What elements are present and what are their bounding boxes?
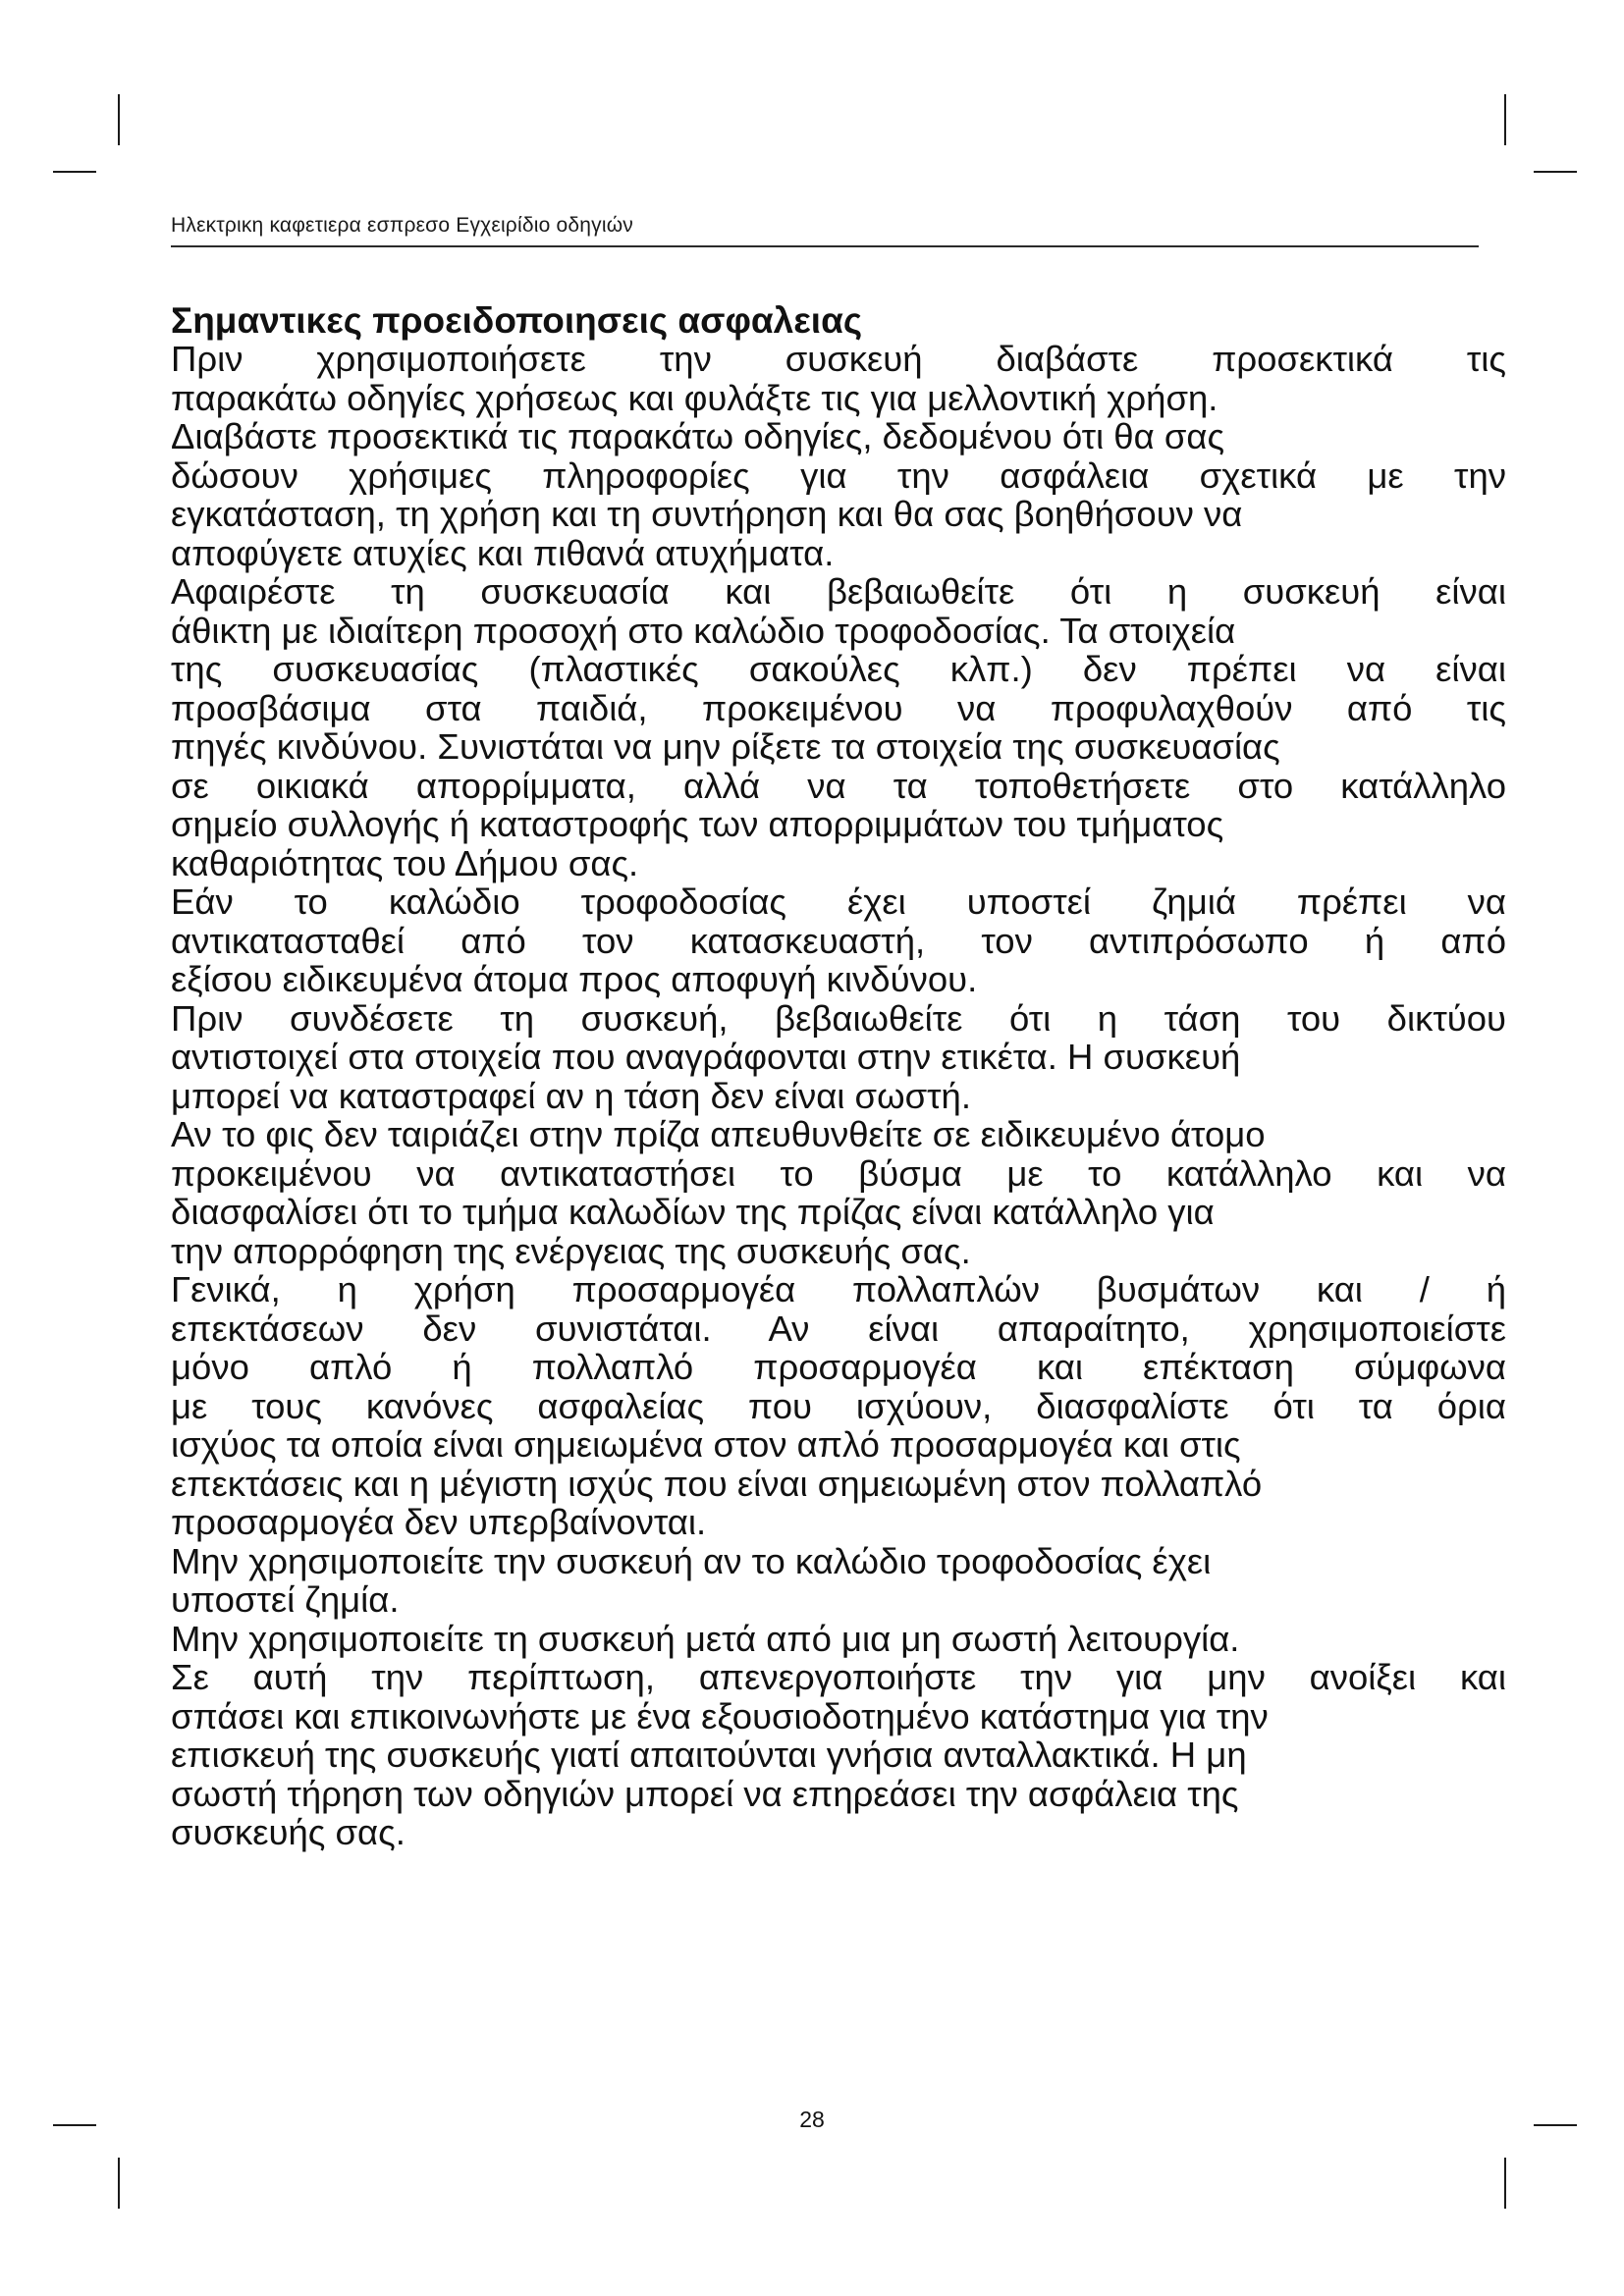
body-line: διασφαλίσει ότι το τμήμα καλωδίων της πρίζας είναι κατάλληλο για <box>171 1192 1215 1232</box>
body-line: Διαβάστε προσεκτικά τις παρακάτω οδηγίες, δεδομένου ότι θα σας <box>171 416 1225 456</box>
body-line: άθικτη με ιδιαίτερη προσοχή στο καλώδιο τροφοδοσίας. Τα στοιχεία <box>171 610 1236 651</box>
body-line: καθαριότητας του Δήμου σας. <box>171 842 639 883</box>
body-line: επισκευή της συσκευής γιατί απαιτούνται γνήσια ανταλλακτικά. Η μη <box>171 1735 1247 1775</box>
body-line: προσβάσιμα στα παιδιά, προκειμένου να προφυλαχθούν από τις <box>171 688 1506 727</box>
body-line: εξίσου ειδικευμένα άτομα προς αποφυγή κινδύνου. <box>171 959 978 999</box>
body-line: δώσουν χρήσιμες πληροφορίες για την ασφάλεια σχετικά με την <box>171 455 1506 495</box>
body-line: παρακάτω οδηγίες χρήσεως και φυλάξτε τις για μελλοντική χρήση. <box>171 377 1218 418</box>
body-line: Μην χρησιμοποιείτε τη συσκευή μετά από μια μη σωστή λειτουργία. <box>171 1618 1240 1659</box>
safety-section <box>171 302 1514 1852</box>
body-line: την απορρόφηση της ενέργειας της συσκευής σας. <box>171 1230 971 1271</box>
body-line: ισχύος τα οποία είναι σημειωμένα στον απλό προσαρμογέα και στις <box>171 1424 1241 1465</box>
body-line: σημείο συλλογής ή καταστροφής των απορριμμάτων του τμήματος <box>171 804 1224 844</box>
body-line: σε οικιακά απορρίμματα, αλλά να τα τοποθετήσετε στο κατάλληλο <box>171 766 1506 805</box>
crop-mark-top-left-horizontal <box>53 171 96 173</box>
body-line: Γενικά, η χρήση προσαρμογέα πολλαπλών βυσμάτων και / ή <box>171 1270 1506 1309</box>
body-line: αποφύγετε ατυχίες και πιθανά ατυχήματα. <box>171 532 835 573</box>
body-line: Εάν το καλώδιο τροφοδοσίας έχει υποστεί ζημιά πρέπει να <box>171 882 1506 922</box>
crop-mark-top-left-vertical <box>118 94 120 145</box>
body-line: σωστή τήρηση των οδηγιών μπορεί να επηρεάσει την ασφάλεια της <box>171 1773 1239 1814</box>
page-number: 28 <box>799 2107 825 2132</box>
body-line: σπάσει και επικοινωνήστε με ένα εξουσιοδοτημένο κατάστημα για την <box>171 1695 1269 1736</box>
body-line: Αφαιρέστε τη συσκευασία και βεβαιωθείτε ότι η συσκευή είναι <box>171 572 1506 612</box>
body-line: εγκατάσταση, τη χρήση και τη συντήρηση και θα σας βοηθήσουν να <box>171 494 1243 534</box>
body-line: υποστεί ζημία. <box>171 1579 400 1620</box>
crop-mark-top-right-vertical <box>1504 94 1506 145</box>
body-line: με τους κανόνες ασφαλείας που ισχύουν, διασφαλίστε ότι τα όρια <box>171 1386 1506 1425</box>
body-line: Μην χρησιμοποιείτε την συσκευή αν το καλώδιο τροφοδοσίας έχει <box>171 1540 1212 1581</box>
crop-mark-bottom-right-vertical <box>1504 2158 1506 2209</box>
body-line: επεκτάσεις και η μέγιστη ισχύς που είναι σημειωμένη στον πολλαπλό <box>171 1463 1263 1504</box>
body-line: επεκτάσεων δεν συνιστάται. Αν είναι απαραίτητο, χρησιμοποιείστε <box>171 1308 1506 1348</box>
body-line: προσαρμογέα δεν υπερβαίνονται. <box>171 1502 707 1542</box>
body-line: προκειμένου να αντικαταστήσει το βύσμα με το κατάλληλο και να <box>171 1153 1506 1193</box>
body-line: Πριν χρησιμοποιήσετε την συσκευή διαβάστε προσεκτικά τις <box>171 340 1506 379</box>
running-header: Ηλεκτρικη καφετιερα εσπρεσο Εγχειρίδιο οδηγιών <box>171 214 633 237</box>
body-line: μόνο απλό ή πολλαπλό προσαρμογέα και επέκταση σύμφωνα <box>171 1348 1506 1387</box>
section-title: Σημαντικες προειδοποιησεις ασφαλειας <box>171 300 863 341</box>
body-line: μπορεί να καταστραφεί αν η τάση δεν είναι σωστή. <box>171 1075 971 1116</box>
body-line: Πριν συνδέσετε τη συσκευή, βεβαιωθείτε ότι η τάση του δικτύου <box>171 998 1506 1038</box>
body-line: Αν το φις δεν ταιριάζει στην πρίζα απευθυνθείτε σε ειδικευμένο άτομο <box>171 1114 1266 1154</box>
body-line: αντικατασταθεί από τον κατασκευαστή, τον αντιπρόσωπο ή από <box>171 921 1506 960</box>
body-line: Σε αυτή την περίπτωση, απενεργοποιήστε την για μην ανοίξει και <box>171 1658 1506 1697</box>
body-line: αντιστοιχεί στα στοιχεία που αναγράφονται στην ετικέτα. Η συσκευή <box>171 1037 1241 1077</box>
crop-mark-bottom-left-vertical <box>118 2158 120 2209</box>
header-rule <box>171 245 1479 247</box>
body-line: συσκευής σας. <box>171 1812 406 1852</box>
body-line: πηγές κινδύνου. Συνιστάται να μην ρίξετε τα στοιχεία της συσκευασίας <box>171 726 1280 767</box>
crop-mark-top-right-horizontal <box>1534 171 1577 173</box>
body-line: της συσκευασίας (πλαστικές σακούλες κλπ.) δεν πρέπει να είναι <box>171 650 1506 689</box>
